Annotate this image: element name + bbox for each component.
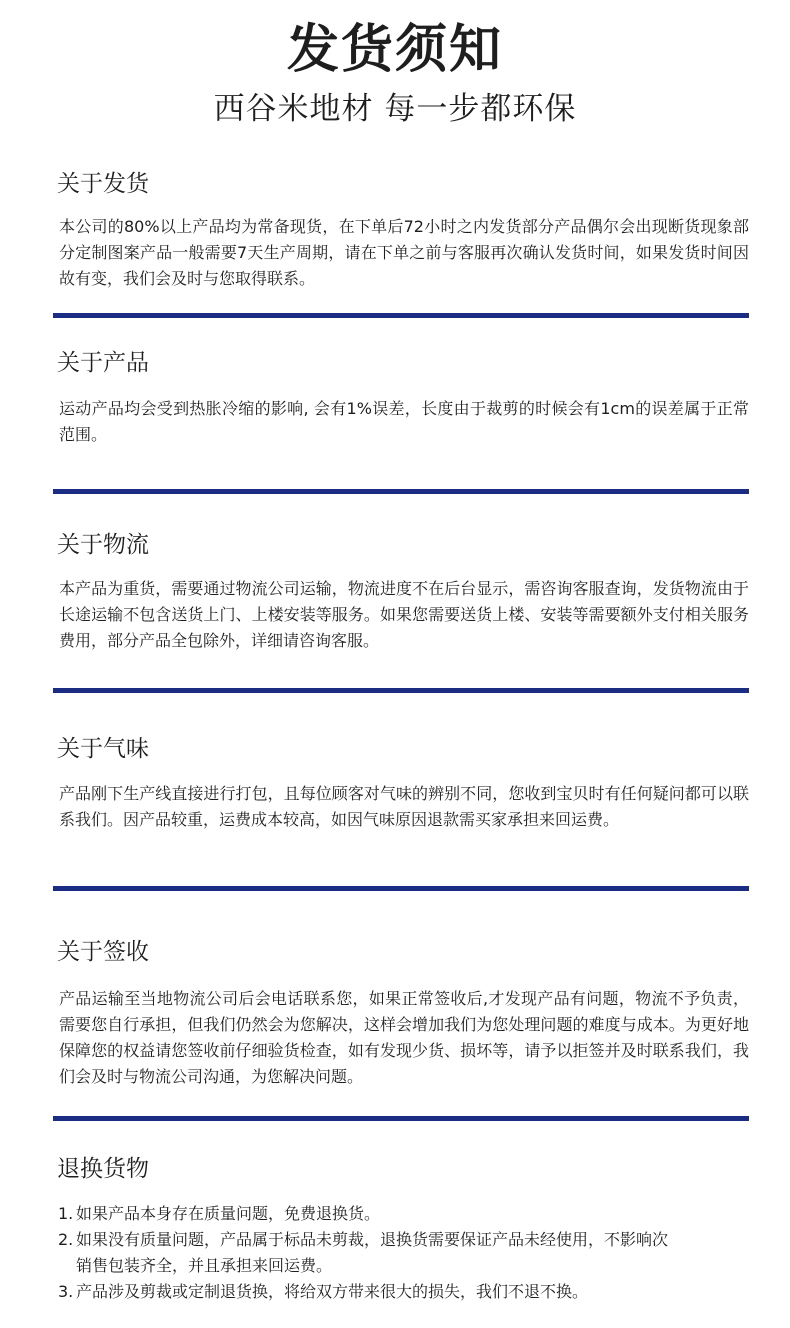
section-divider: [53, 313, 749, 318]
section-divider: [53, 886, 749, 891]
list-item-continuation: 销售包装齐全，并且承担来回运费。: [76, 1256, 333, 1275]
section-heading-logistics: 关于物流: [57, 532, 149, 558]
section-heading-receipt: 关于签收: [57, 939, 149, 965]
list-item: [58, 1201, 738, 1227]
section-divider: [53, 489, 749, 494]
page-title: 发货须知: [286, 20, 503, 80]
section-heading-shipping: 关于发货: [57, 171, 149, 197]
section-body-odor: 产品刚下生产线直接进行打包，且每位顾客对气味的辨别不同，您收到宝贝时有任何疑问都可以联系我们。因产品较重，运费成本较高，如因气味原因退款需买家承担来回运费。: [59, 784, 749, 829]
list-item-text: 如果没有质量问题，产品属于标品未剪裁，退换货需要保证产品未经使用，不影响次: [76, 1230, 669, 1249]
section-heading-odor: 关于气味: [57, 736, 149, 762]
section-divider: [53, 1116, 749, 1121]
section-body-shipping: 本公司的80%以上产品均为常备现货，在下单后72小时之内发货部分产品偶尔会出现断货现象部分定制图案产品一般需要7天生产周期，请在下单之前与客服再次确认发货时间，如果发货时间因故有变，我们会及时与您取得联系。: [59, 217, 749, 288]
section-heading-returns: 退换货物: [57, 1156, 149, 1182]
list-item: [58, 1279, 738, 1305]
section-heading-product: 关于产品: [57, 350, 149, 376]
list-item-number: 1.: [58, 1204, 74, 1223]
section-body-product: 运动产品均会受到热胀冷缩的影响, 会有1%误差，长度由于裁剪的时候会有1cm的误差属于正常范围。: [59, 399, 749, 444]
list-item-text: 如果产品本身存在质量问题，免费退换货。: [76, 1204, 381, 1223]
list-item-number: 3.: [58, 1282, 74, 1301]
page-subtitle: 西谷米地材 每一步都环保: [213, 91, 577, 127]
section-body-logistics: 本产品为重货，需要通过物流公司运输，物流进度不在后台显示，需咨询客服查询，发货物流由于长途运输不包含送货上门、上楼安装等服务。如果您需要送货上楼、安装等需要额外支付相关服务费用，部分产品全包除外，详细请咨询客服。: [59, 579, 749, 650]
list-item-number: 2.: [58, 1230, 74, 1249]
section-body-receipt: 产品运输至当地物流公司后会电话联系您，如果正常签收后,才发现产品有问题，物流不予负责，需要您自行承担，但我们仍然会为您解决，这样会增加我们为您处理问题的难度与成本。为更好地保障您的权益请您签收前仔细验货检查，如有发现少货、损坏等，请予以拒签并及时联系我们，我们会及时与物流公司沟通，为您解决问题。: [59, 989, 749, 1086]
list-item: [58, 1227, 738, 1279]
section-divider: [53, 688, 749, 693]
list-item-text: 产品涉及剪裁或定制退货换，将给双方带来很大的损失，我们不退不换。: [76, 1282, 589, 1301]
